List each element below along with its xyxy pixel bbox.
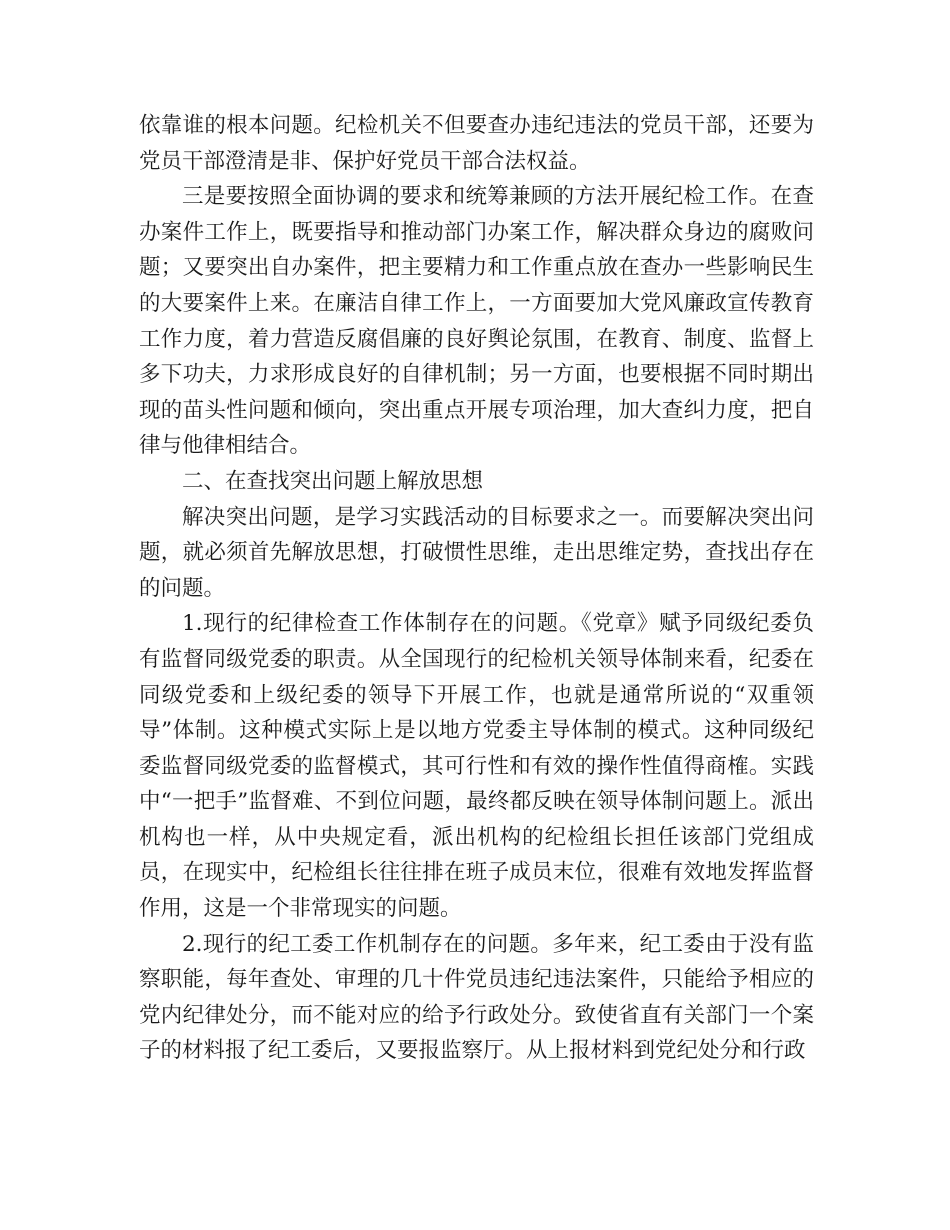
paragraph-point-three: 三是要按照全面协调的要求和统筹兼顾的方法开展纪检工作。在查办案件工作上，既要指导和推动部门办案工作，解决群众身边的腐败问题；又要突出自办案件，把主要精力和工作重点放在查办一些影响民生的大要案件上来。在廉洁自律工作上，一方面要加大党风廉政宣传教育工作力度，着力营造反腐倡廉的良好舆论氛围，在教育、制度、监督上多下功夫，力求形成良好的自律机制；另一方面，也要根据不同时期出现的苗头性问题和倾向，突出重点开展专项治理，加大查纠力度，把自律与他律相结合。: [139, 184, 814, 459]
document-body: [139, 108, 814, 1069]
paragraph-continuation: 依靠谁的根本问题。纪检机关不但要查办违纪违法的党员干部，还要为党员干部澄清是非、保护好党员干部合法权益。: [139, 113, 814, 174]
paragraph-item-1: 1.现行的纪律检查工作体制存在的问题。《党章》赋予同级纪委负有监督同级党委的职责。从全国现行的纪检机关领导体制来看，纪委在同级党委和上级纪委的领导下开展工作，也就是通常所说的“双重领导”体制。这种模式实际上是以地方党委主导体制的模式。这种同级纪委监督同级党委的监督模式，其可行性和有效的操作性值得商榷。实践中“一把手”监督难、不到位问题，最终都反映在领导体制问题上。派出机构也一样，从中央规定看，派出机构的纪检组长担任该部门党组成员，在现实中，纪检组长往往排在班子成员末位，很难有效地发挥监督作用，这是一个非常现实的问题。: [139, 611, 814, 922]
paragraph-section-intro: 解决突出问题，是学习实践活动的目标要求之一。而要解决突出问题，就必须首先解放思想，打破惯性思维，走出思维定势，查找出存在的问题。: [139, 504, 814, 601]
section-heading: 二、在查找突出问题上解放思想: [182, 468, 484, 494]
paragraph-item-2: 2.现行的纪工委工作机制存在的问题。多年来，纪工委由于没有监察职能，每年查处、审理的几十件党员违纪违法案件，只能给予相应的党内纪律处分，而不能对应的给予行政处分。致使省直有关部门一个案子的材料报了纪工委后，又要报监察厅。从上报材料到党纪处分和行政: [139, 931, 814, 1064]
